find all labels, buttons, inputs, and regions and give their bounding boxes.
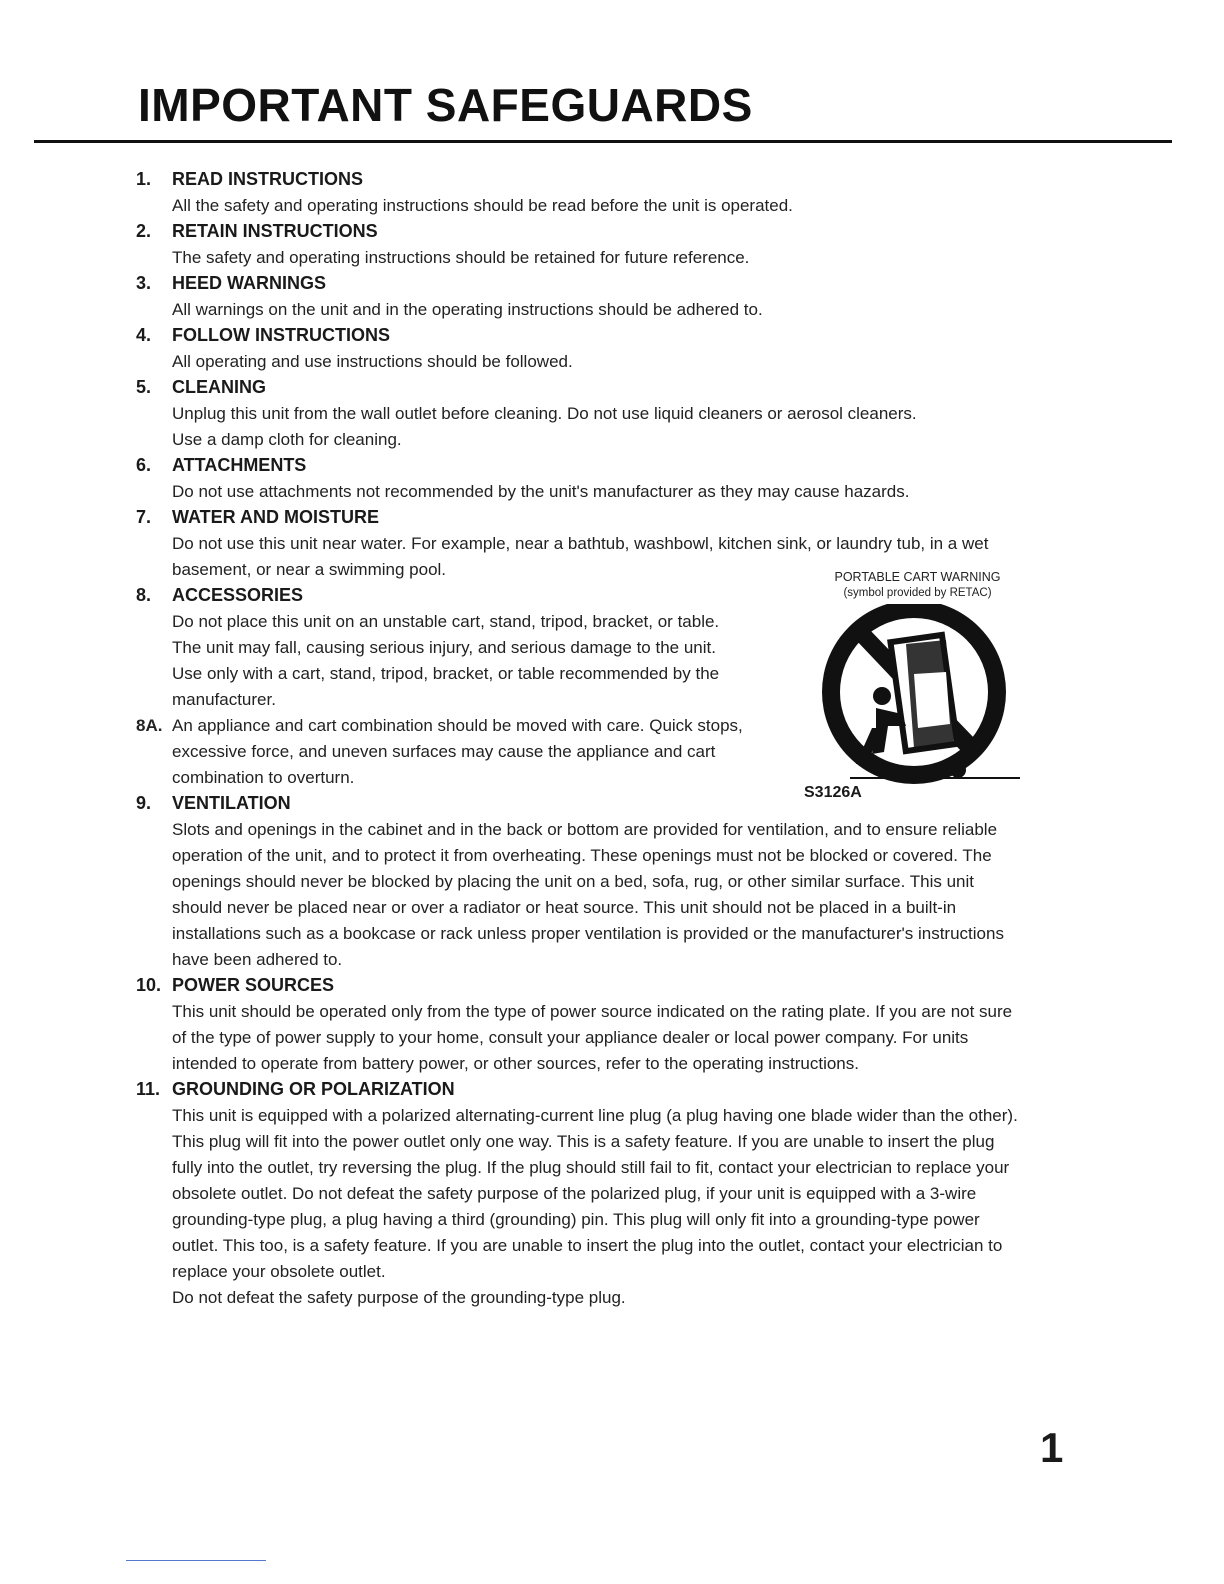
item-11-text: grounding-type plug, a plug having a third (grounding) pin. This plug will only fit into a grounding-type power	[172, 1210, 980, 1229]
item-number: 11.	[136, 1079, 161, 1099]
item-8a-line: An appliance and cart combination should be moved with care. Quick stops,	[172, 716, 743, 735]
cart-warning-source: (symbol provided by RETAC)	[843, 587, 992, 599]
item-9-text: Slots and openings in the cabinet and in the back or bottom are provided for ventilation, and to ensure reliable	[172, 820, 998, 839]
item-11-text: Do not defeat the safety purpose of the grounding-type plug.	[172, 1288, 626, 1307]
item-11-text: outlet. This too, is a safety feature. If you are unable to insert the plug into the outlet, contact your electrician to	[172, 1236, 1003, 1255]
item-heading-text: ATTACHMENTS	[172, 455, 307, 475]
item-6-text: Do not use attachments not recommended by the unit's manufacturer as they may cause hazards.	[172, 482, 910, 501]
item-8a-text: combination to overturn.	[172, 768, 355, 787]
item-11-text: This unit is equipped with a polarized alternating-current line plug (a plug having one blade wider than the other).	[172, 1106, 1018, 1125]
item-2-heading	[136, 220, 378, 242]
item-10-text: This unit should be operated only from the type of power source indicated on the rating plate. If you are not sure	[172, 1002, 1013, 1021]
item-number: 4.	[136, 325, 152, 345]
item-8a-text	[136, 715, 743, 737]
item-9-text: operation of the unit, and to protect it from overheating. These openings must not be blocked or covered. The	[172, 846, 992, 865]
cart-warning-code: S3126A	[804, 784, 862, 801]
item-4-heading	[136, 324, 390, 346]
item-heading-text: FOLLOW INSTRUCTIONS	[172, 325, 390, 345]
item-number: 6.	[136, 455, 152, 475]
item-8-text: The unit may fall, causing serious injury, and serious damage to the unit.	[172, 638, 716, 657]
item-8-heading	[136, 584, 303, 606]
item-10-text: intended to operate from battery power, or other sources, refer to the operating instructions.	[172, 1054, 859, 1073]
item-8-text: Do not place this unit on an unstable cart, stand, tripod, bracket, or table.	[172, 612, 720, 631]
item-number: 1.	[136, 169, 152, 189]
item-heading-text: POWER SOURCES	[172, 975, 335, 995]
item-11-text: fully into the outlet, try reversing the plug. If the plug should still fail to fit, contact your electrician to replace your	[172, 1158, 1010, 1177]
item-heading-text: VENTILATION	[172, 793, 291, 813]
item-9-heading	[136, 792, 291, 814]
portable-cart-warning-icon	[806, 604, 1026, 804]
item-number: 3.	[136, 273, 152, 293]
item-9-text: openings should never be blocked by placing the unit on a bed, sofa, rug, or other similar surface. This unit	[172, 872, 974, 891]
item-3-text: All warnings on the unit and in the operating instructions should be adhered to.	[172, 300, 763, 319]
title-divider	[34, 140, 1172, 143]
item-8-text: Use only with a cart, stand, tripod, bracket, or table recommended by the	[172, 664, 720, 683]
item-heading-text: RETAIN INSTRUCTIONS	[172, 221, 378, 241]
item-heading-text: CLEANING	[172, 377, 266, 397]
item-1-text: All the safety and operating instructions should be read before the unit is operated.	[172, 196, 793, 215]
item-9-text: should never be placed near or over a radiator or heat source. This unit should not be placed in a built-in	[172, 898, 957, 917]
item-10-heading	[136, 974, 334, 996]
item-5-text: Use a damp cloth for cleaning.	[172, 430, 402, 449]
cart-warning-caption: PORTABLE CART WARNING	[834, 570, 1001, 584]
item-7-text: Do not use this unit near water. For example, near a bathtub, washbowl, kitchen sink, or laundry tub, in a wet	[172, 534, 989, 553]
item-8-text: manufacturer.	[172, 690, 276, 709]
item-7-heading	[136, 506, 379, 528]
item-heading-text: HEED WARNINGS	[172, 273, 327, 293]
item-heading-text: READ INSTRUCTIONS	[172, 169, 364, 189]
item-number: 10.	[136, 975, 162, 995]
item-2-text: The safety and operating instructions should be retained for future reference.	[172, 248, 750, 267]
item-number: 5.	[136, 377, 152, 397]
item-6-heading	[136, 454, 306, 476]
item-1-heading	[136, 168, 363, 190]
footer-divider	[126, 1560, 266, 1561]
item-11-text: obsolete outlet. Do not defeat the safety purpose of the polarized plug, if your unit is equipped with a 3-wire	[172, 1184, 977, 1203]
item-number: 9.	[136, 793, 152, 813]
item-heading-text: ACCESSORIES	[172, 585, 304, 605]
item-11-text: replace your obsolete outlet.	[172, 1262, 386, 1281]
item-number: 2.	[136, 221, 152, 241]
item-5-text: Unplug this unit from the wall outlet before cleaning. Do not use liquid cleaners or aerosol cleaners.	[172, 404, 917, 423]
item-9-text: installations such as a bookcase or rack unless proper ventilation is provided or the manufacturer's instructions	[172, 924, 1004, 943]
item-9-text: have been adhered to.	[172, 950, 343, 969]
item-7-text: basement, or near a swimming pool.	[172, 560, 447, 579]
item-5-heading	[136, 376, 266, 398]
item-3-heading	[136, 272, 326, 294]
item-10-text: of the type of power supply to your home, consult your appliance dealer or local power company. For units	[172, 1028, 969, 1047]
item-11-text: This plug will fit into the power outlet only one way. This is a safety feature. If you are unable to insert the plug	[172, 1132, 995, 1151]
item-heading-text: WATER AND MOISTURE	[172, 507, 379, 527]
item-4-text: All operating and use instructions should be followed.	[172, 352, 573, 371]
item-number: 8A.	[136, 716, 163, 735]
item-8a-text: excessive force, and uneven surfaces may cause the appliance and cart	[172, 742, 716, 761]
item-number: 8.	[136, 585, 152, 605]
page-title: IMPORTANT SAFEGUARDS	[138, 79, 753, 131]
page-number: 1	[1040, 1424, 1064, 1471]
item-number: 7.	[136, 507, 152, 527]
item-heading-text: GROUNDING OR POLARIZATION	[172, 1079, 455, 1099]
item-11-heading	[136, 1078, 455, 1100]
